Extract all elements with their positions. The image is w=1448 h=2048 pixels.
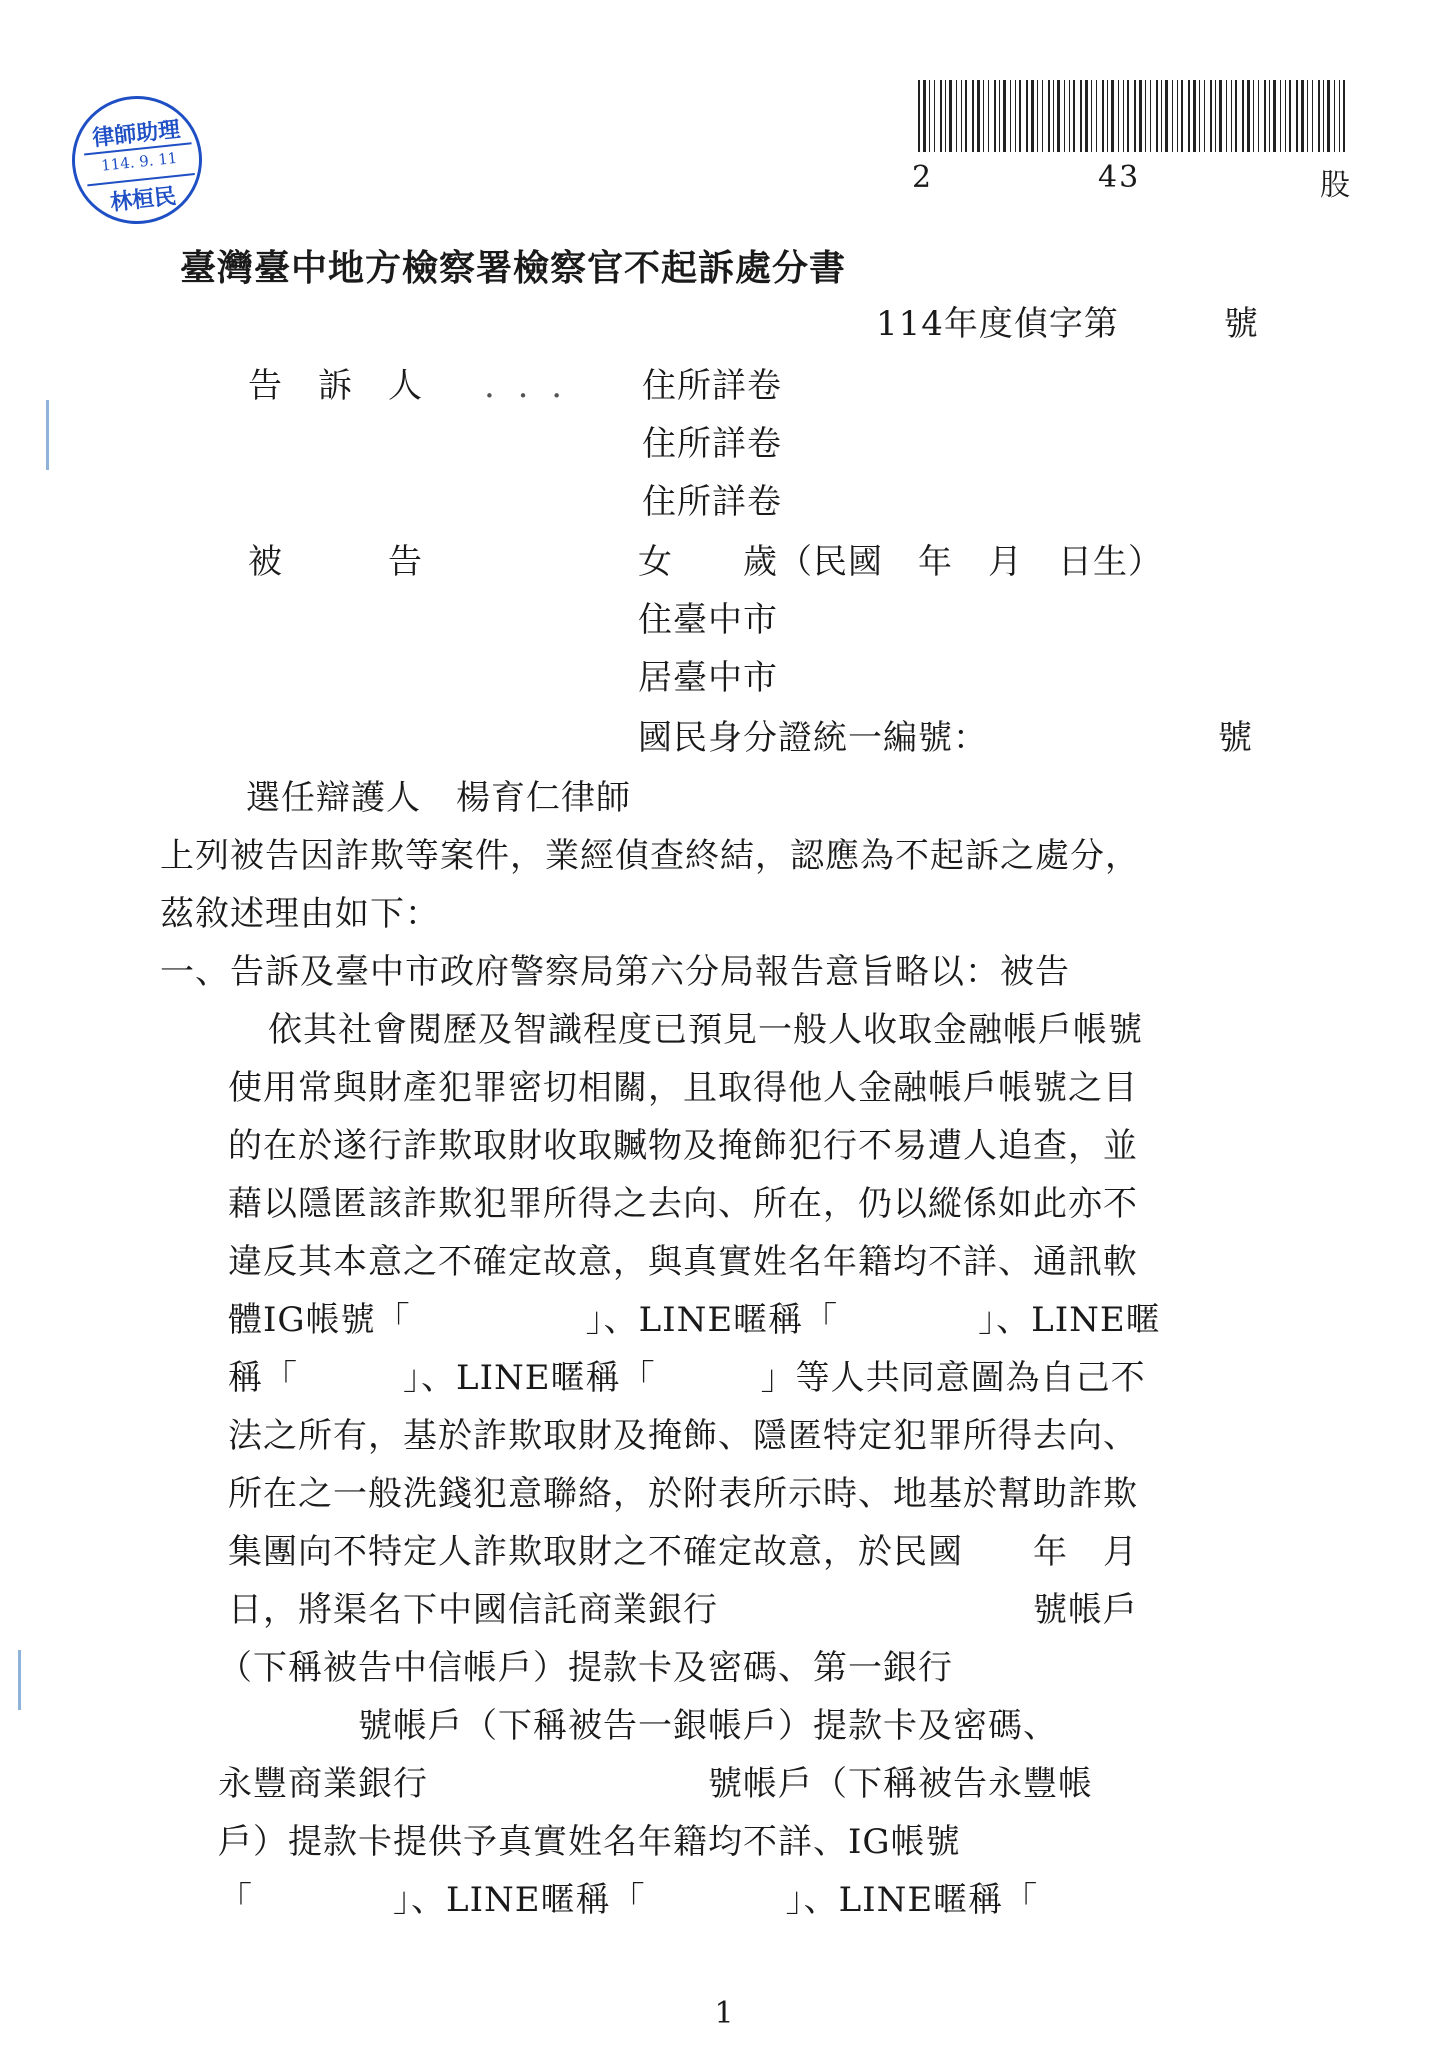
body-line: 體IG帳號「 」、LINE暱稱「 」、LINE暱 bbox=[228, 1300, 1161, 1340]
residence-2: 居臺中市 bbox=[638, 658, 778, 698]
barcode-bar bbox=[1010, 80, 1011, 152]
barcode-bar bbox=[1177, 80, 1178, 152]
intro-line-2: 茲敘述理由如下： bbox=[160, 894, 440, 934]
body-line: 集團向不特定人詐欺取財之不確定故意，於民國 年 月 bbox=[228, 1532, 1138, 1572]
body-line: 法之所有，基於詐欺取財及掩飾、隱匿特定犯罪所得去向、 bbox=[228, 1416, 1138, 1456]
body-line: 「 」、LINE暱稱「 」、LINE暱稱「 bbox=[218, 1880, 1039, 1920]
barcode-bar bbox=[983, 80, 984, 152]
barcode-bar bbox=[1296, 80, 1298, 152]
intro-line-1: 上列被告因詐欺等案件，業經偵查終結，認應為不起訴之處分， bbox=[160, 836, 1140, 876]
barcode-bar bbox=[1264, 80, 1266, 152]
body-line: 所在之一般洗錢犯意聯絡，於附表所示時、地基於幫助詐欺 bbox=[228, 1474, 1138, 1514]
barcode bbox=[918, 80, 1352, 152]
barcode-bar bbox=[934, 80, 935, 152]
barcode-bar bbox=[940, 80, 942, 152]
barcode-bar bbox=[1091, 80, 1092, 152]
body-line: 永豐商業銀行 號帳戶（下稱被告永豐帳 bbox=[218, 1764, 1093, 1804]
barcode-bar bbox=[1165, 80, 1168, 152]
barcode-bar bbox=[1339, 80, 1340, 152]
barcode-bar bbox=[1231, 80, 1232, 152]
case-number: 114年度偵字第 號 bbox=[876, 304, 1259, 344]
barcode-unit: 股 bbox=[1320, 168, 1352, 203]
barcode-bar bbox=[1161, 80, 1162, 152]
section-1-heading: 一、告訴及臺中市政府警察局第六分局報告意旨略以：被告 bbox=[160, 952, 1070, 992]
barcode-bar bbox=[1145, 80, 1146, 152]
barcode-bar bbox=[972, 80, 974, 152]
residence-1: 住臺中市 bbox=[638, 600, 778, 640]
barcode-bar bbox=[1127, 80, 1129, 152]
barcode-bar bbox=[1215, 80, 1216, 152]
barcode-bar bbox=[1037, 80, 1038, 152]
barcode-bar bbox=[1226, 80, 1227, 152]
barcode-bar bbox=[1026, 80, 1028, 152]
body-line: 的在於遂行詐欺取財收取贓物及掩飾犯行不易遭人追查，並 bbox=[228, 1126, 1138, 1166]
barcode-digit-mid: 43 bbox=[1098, 160, 1141, 195]
barcode-bar bbox=[1323, 80, 1324, 152]
barcode-bar bbox=[929, 80, 930, 152]
barcode-bar bbox=[1150, 80, 1151, 152]
barcode-bar bbox=[1107, 80, 1108, 152]
defendant-label: 被 告 bbox=[248, 542, 423, 582]
barcode-bar bbox=[1242, 80, 1244, 152]
barcode-bar bbox=[1269, 80, 1270, 152]
barcode-bar bbox=[1327, 80, 1330, 152]
barcode-bar bbox=[1102, 80, 1104, 152]
defendant-info: 女 歲（民國 年 月 日生） bbox=[638, 542, 1163, 582]
barcode-bar bbox=[999, 80, 1000, 152]
barcode-bar bbox=[1085, 80, 1088, 152]
address-detail-1: 住所詳卷 bbox=[642, 366, 782, 406]
stamp-name: 林桓民 bbox=[87, 173, 198, 219]
barcode-bar bbox=[1069, 80, 1070, 152]
barcode-bar bbox=[994, 80, 996, 152]
barcode-bar bbox=[1253, 80, 1254, 152]
barcode-bar bbox=[1019, 80, 1021, 152]
barcode-bar bbox=[1139, 80, 1142, 152]
stamp-date: 114. 9. 11 bbox=[100, 148, 179, 175]
barcode-bar bbox=[918, 80, 920, 152]
barcode-bar bbox=[1096, 80, 1097, 152]
barcode-bar bbox=[1285, 80, 1286, 152]
barcode-bar bbox=[1111, 80, 1114, 152]
barcode-bar bbox=[1280, 80, 1281, 152]
lawyer-assistant-stamp bbox=[66, 90, 209, 231]
barcode-bar bbox=[1204, 80, 1205, 152]
barcode-bar bbox=[1015, 80, 1016, 152]
barcode-bar bbox=[1188, 80, 1190, 152]
barcode-bar bbox=[949, 80, 952, 152]
body-line: 依其社會閱歷及智識程度已預見一般人收取金融帳戶帳號 bbox=[268, 1010, 1143, 1050]
barcode-bar bbox=[1042, 80, 1043, 152]
barcode-bar bbox=[1301, 80, 1304, 152]
barcode-bar bbox=[956, 80, 957, 152]
barcode-bar bbox=[1031, 80, 1034, 152]
defense-counsel: 選任辯護人 楊育仁律師 bbox=[246, 778, 631, 818]
barcode-bar bbox=[1273, 80, 1276, 152]
barcode-digit-left: 2 bbox=[912, 160, 934, 195]
barcode-bar bbox=[1118, 80, 1119, 152]
stamp-title: 律師助理 bbox=[81, 111, 192, 155]
barcode-bar bbox=[1181, 80, 1183, 152]
barcode-bar bbox=[1289, 80, 1291, 152]
id-label: 國民身分證統一編號： bbox=[638, 718, 988, 758]
redacted-complainant: . . . bbox=[484, 366, 569, 406]
barcode-bar bbox=[1080, 80, 1082, 152]
barcode-bar bbox=[923, 80, 926, 152]
barcode-bar bbox=[965, 80, 967, 152]
barcode-bar bbox=[1064, 80, 1065, 152]
address-detail-2: 住所詳卷 bbox=[642, 424, 782, 464]
barcode-bar bbox=[1193, 80, 1196, 152]
barcode-bar bbox=[1235, 80, 1237, 152]
barcode-bar bbox=[1199, 80, 1200, 152]
body-line: （下稱被告中信帳戶）提款卡及密碼、第一銀行 bbox=[218, 1648, 953, 1688]
barcode-bar bbox=[1210, 80, 1212, 152]
barcode-bar bbox=[1343, 80, 1345, 152]
barcode-bar bbox=[1307, 80, 1308, 152]
body-line: 日，將渠名下中國信託商業銀行 號帳戶 bbox=[228, 1590, 1138, 1630]
barcode-bar bbox=[1258, 80, 1259, 152]
barcode-bar bbox=[1048, 80, 1050, 152]
body-line: 使用常與財產犯罪密切相關，且取得他人金融帳戶帳號之目 bbox=[228, 1068, 1138, 1108]
barcode-bar bbox=[1318, 80, 1320, 152]
barcode-bar bbox=[1073, 80, 1075, 152]
scan-mark bbox=[18, 1650, 21, 1710]
barcode-bar bbox=[1312, 80, 1313, 152]
barcode-bar bbox=[1057, 80, 1060, 152]
barcode-bar bbox=[1219, 80, 1222, 152]
page-number: 1 bbox=[714, 1996, 734, 2031]
body-line: 藉以隱匿該詐欺犯罪所得之去向、所在，仍以縱係如此亦不 bbox=[228, 1184, 1138, 1224]
address-detail-3: 住所詳卷 bbox=[642, 482, 782, 522]
barcode-bar bbox=[945, 80, 946, 152]
barcode-bar bbox=[1134, 80, 1136, 152]
barcode-bar bbox=[977, 80, 980, 152]
barcode-bar bbox=[1334, 80, 1335, 152]
body-line: 戶）提款卡提供予真實姓名年籍均不詳、IG帳號 bbox=[218, 1822, 961, 1862]
scan-mark bbox=[46, 400, 49, 470]
barcode-bar bbox=[1123, 80, 1124, 152]
body-line: 號帳戶（下稱被告一銀帳戶）提款卡及密碼、 bbox=[218, 1706, 1058, 1746]
document-title: 臺灣臺中地方檢察署檢察官不起訴處分書 bbox=[180, 247, 847, 289]
barcode-bar bbox=[1003, 80, 1006, 152]
id-suffix: 號 bbox=[1218, 718, 1253, 758]
barcode-bar bbox=[1247, 80, 1250, 152]
barcode-bar bbox=[961, 80, 962, 152]
body-line: 違反其本意之不確定故意，與真實姓名年籍均不詳、通訊軟 bbox=[228, 1242, 1138, 1282]
barcode-bar bbox=[1156, 80, 1158, 152]
barcode-bar bbox=[1172, 80, 1173, 152]
body-line: 稱「 」、LINE暱稱「 」等人共同意圖為自己不 bbox=[228, 1358, 1146, 1398]
barcode-bar bbox=[1053, 80, 1054, 152]
barcode-bar bbox=[988, 80, 989, 152]
complainant-label: 告 訴 人 bbox=[248, 366, 423, 406]
